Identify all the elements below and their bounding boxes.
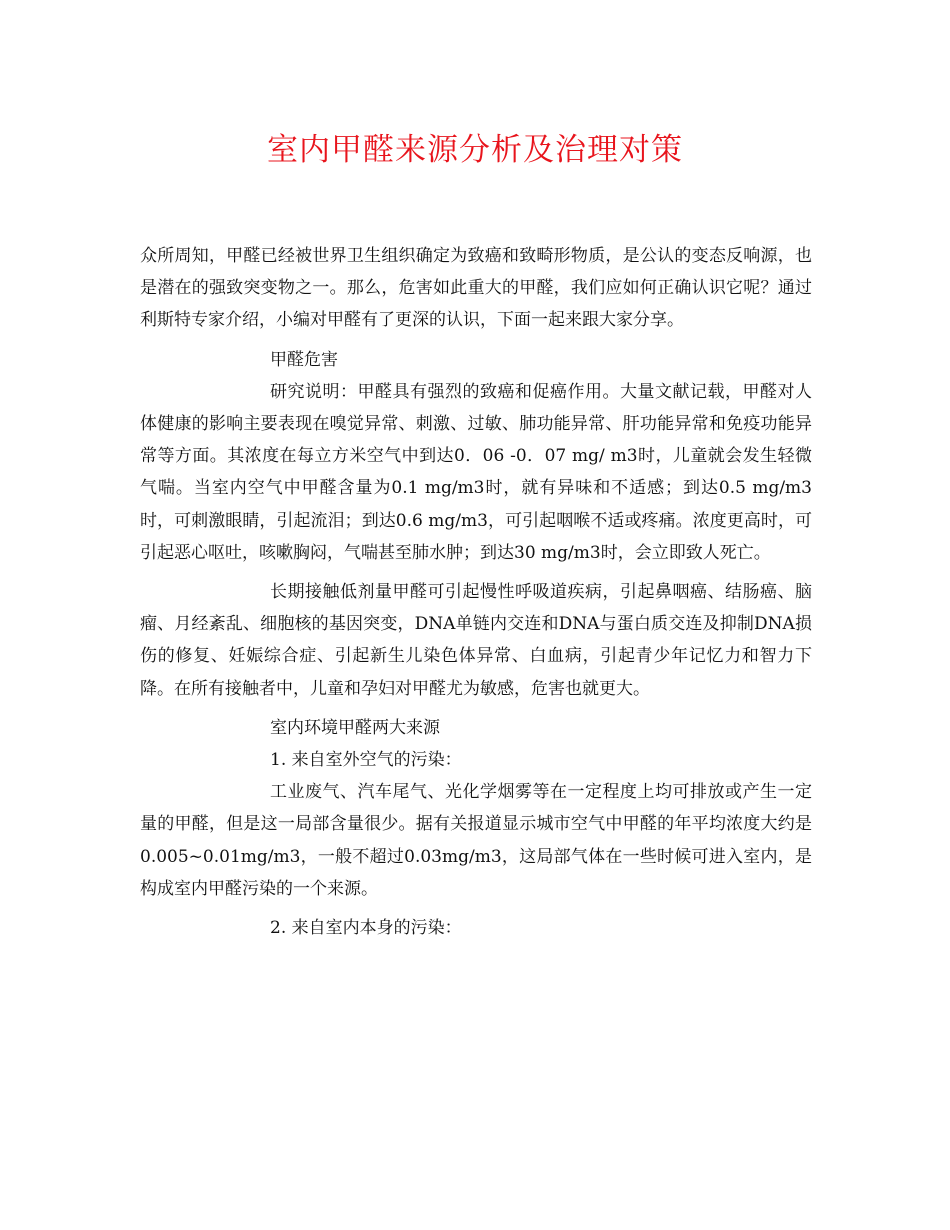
document-title: 室内甲醛来源分析及治理对策 <box>267 132 683 168</box>
long-term-paragraph: 长期接触低剂量甲醛可引起慢性呼吸道疾病，引起鼻咽癌、结肠癌、脑瘤、月经紊乱、细胞核的基因突变，DNA单链内交连和DNA与蛋白质交连及抑制DNA损伤的修复、妊娠综合症、引起新生儿染色体异常、白血病，引起青少年记忆力和智力下降。在所有接触者中，儿童和孕妇对甲醛尤为敏感，危害也就更大。 <box>140 582 812 699</box>
outdoor-paragraph: 工业废气、汽车尾气、光化学烟雾等在一定程度上均可排放或产生一定量的甲醛，但是这一局部含量很少。据有关报道显示城市空气中甲醛的年平均浓度大约是0.005~0.01mg/m3，一般不超过0.03mg/m3，这局部气体在一些时候可进入室内，是构成室内甲醛污染的一个来源。 <box>140 782 812 899</box>
section-heading-hazards: 甲醛危害 <box>270 349 338 370</box>
section-heading-sources: 室内环境甲醛两大来源 <box>270 717 440 738</box>
hazards-paragraph: 研究说明：甲醛具有强烈的致癌和促癌作用。大量文献记载，甲醛对人体健康的影响主要表现在嗅觉异常、刺激、过敏、肺功能异常、肝功能异常和免疫功能异常等方面。其浓度在每立方米空气中到达0．06 -0．07 mg/ m3时，儿童就会发生轻微气喘。当室内空气中甲醛含量为0.1 mg/m3时，就有异味和不适感；到达0.5 mg/m3时，可刺激眼睛，引起流泪；到达0.6 mg/m3，可引起咽喉不适或疼痛。浓度更高时，可引起恶心呕吐，咳嗽胸闷，气喘甚至肺水肿；到达30 mg/m3时，会立即致人死亡。 <box>140 381 812 563</box>
intro-paragraph: 众所周知，甲醛已经被世界卫生组织确定为致癌和致畸形物质，是公认的变态反响源，也是潜在的强致突变物之一。那么，危害如此重大的甲醛，我们应如何正确认识它呢？通过利斯特专家介绍，小编对甲醛有了更深的认识，下面一起来跟大家分享。 <box>140 246 812 331</box>
source-item-outdoor: 1. 来自室外空气的污染： <box>270 750 462 771</box>
document-body <box>140 240 812 944</box>
source-item-indoor: 2. 来自室内本身的污染： <box>270 918 462 939</box>
